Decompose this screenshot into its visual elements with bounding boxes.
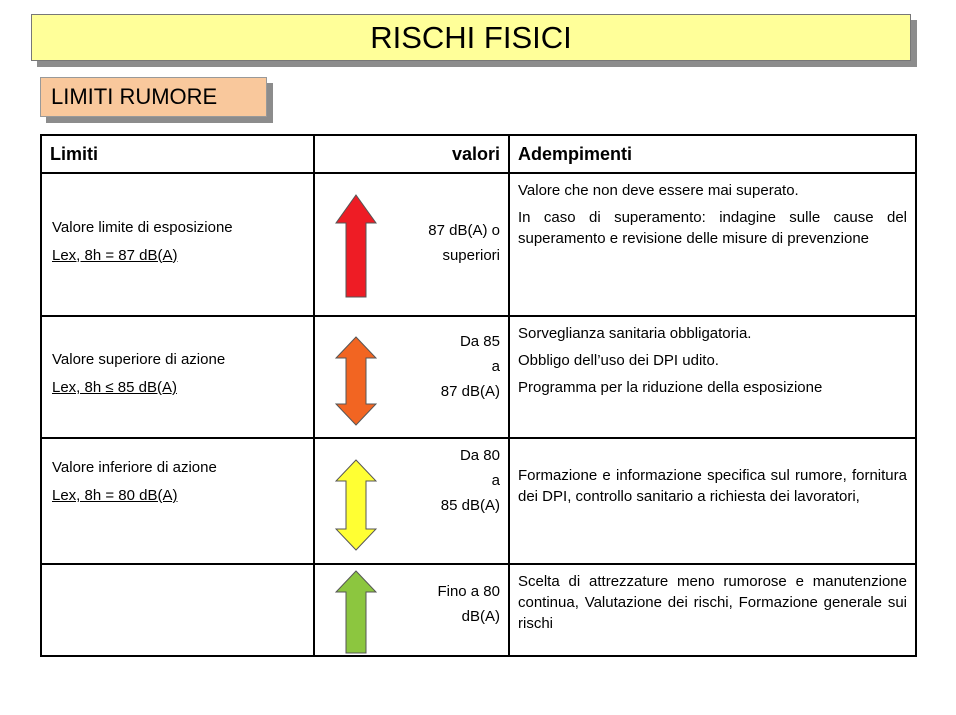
limit-value: Lex, 8h = 87 dB(A) — [52, 246, 178, 264]
range-text — [441, 443, 500, 518]
table-row — [41, 316, 916, 438]
range-line: Da 80 — [459, 447, 500, 464]
limit-cell — [41, 438, 314, 564]
limit-cell — [41, 316, 314, 438]
action-text: Obbligo dell’uso dei DPI udito. — [518, 352, 719, 369]
arrow-shape — [336, 571, 376, 653]
range-line: Da 85 — [459, 333, 500, 350]
action-text: In caso di superamento: indagine sulle cause del superamento e revisione delle misure di prevenzione — [518, 209, 907, 247]
range-line: 87 dB(A) o — [428, 222, 500, 239]
action-text: Scelta di attrezzature meno rumorose e manutenzione continua, Valutazione dei rischi, Formazione generale sui rischi — [518, 573, 907, 632]
limit-name: Valore inferiore di azione — [52, 459, 217, 476]
double-arrow-icon — [335, 336, 377, 426]
value-cell — [314, 316, 509, 438]
range-line: 87 dB(A) — [440, 383, 500, 400]
arrow-up-icon — [335, 194, 377, 298]
header-limiti: Limiti — [41, 135, 314, 173]
value-cell — [314, 438, 509, 564]
table-row — [41, 564, 916, 656]
page-title: RISCHI FISICI — [31, 14, 911, 61]
actions-cell — [509, 564, 916, 656]
limit-value: Lex, 8h ≤ 85 dB(A) — [52, 379, 177, 396]
arrow-shape — [336, 195, 376, 297]
limit-cell — [41, 173, 314, 316]
limit-value: Lex, 8h = 80 dB(A) — [52, 487, 178, 504]
header-adempimenti: Adempimenti — [509, 135, 916, 173]
range-line: a — [491, 472, 500, 489]
table-header-row — [41, 135, 916, 173]
arrow-shape — [336, 337, 376, 425]
action-text: Valore che non deve essere mai superato. — [518, 182, 799, 199]
noise-limits-table — [40, 134, 917, 657]
action-text: Programma per la riduzione della esposizione — [518, 379, 823, 396]
value-cell — [314, 564, 509, 656]
range-line: a — [491, 358, 500, 375]
double-arrow-icon — [335, 459, 377, 551]
limit-name: Valore limite di esposizione — [52, 218, 233, 236]
table-row — [41, 438, 916, 564]
table-row — [41, 173, 916, 316]
actions-cell — [509, 173, 916, 316]
range-line: Fino a 80 — [437, 583, 500, 600]
limit-cell — [41, 564, 314, 656]
range-line: 85 dB(A) — [440, 497, 500, 514]
actions-cell — [509, 316, 916, 438]
range-line: superiori — [442, 247, 500, 264]
range-text — [428, 218, 500, 268]
value-cell — [314, 173, 509, 316]
action-text: Sorveglianza sanitaria obbligatoria. — [518, 325, 752, 342]
range-text — [441, 329, 500, 404]
range-line: dB(A) — [461, 608, 500, 625]
limit-name: Valore superiore di azione — [52, 351, 226, 368]
action-text: Formazione e informazione specifica sul rumore, fornitura dei DPI, controllo sanitario a richiesta dei lavoratori, — [518, 467, 907, 505]
arrow-shape — [336, 460, 376, 550]
arrow-up-icon — [335, 570, 377, 654]
header-valori: valori — [314, 135, 509, 173]
section-subtitle: LIMITI RUMORE — [40, 77, 267, 117]
range-text — [437, 579, 500, 629]
actions-cell — [509, 438, 916, 564]
